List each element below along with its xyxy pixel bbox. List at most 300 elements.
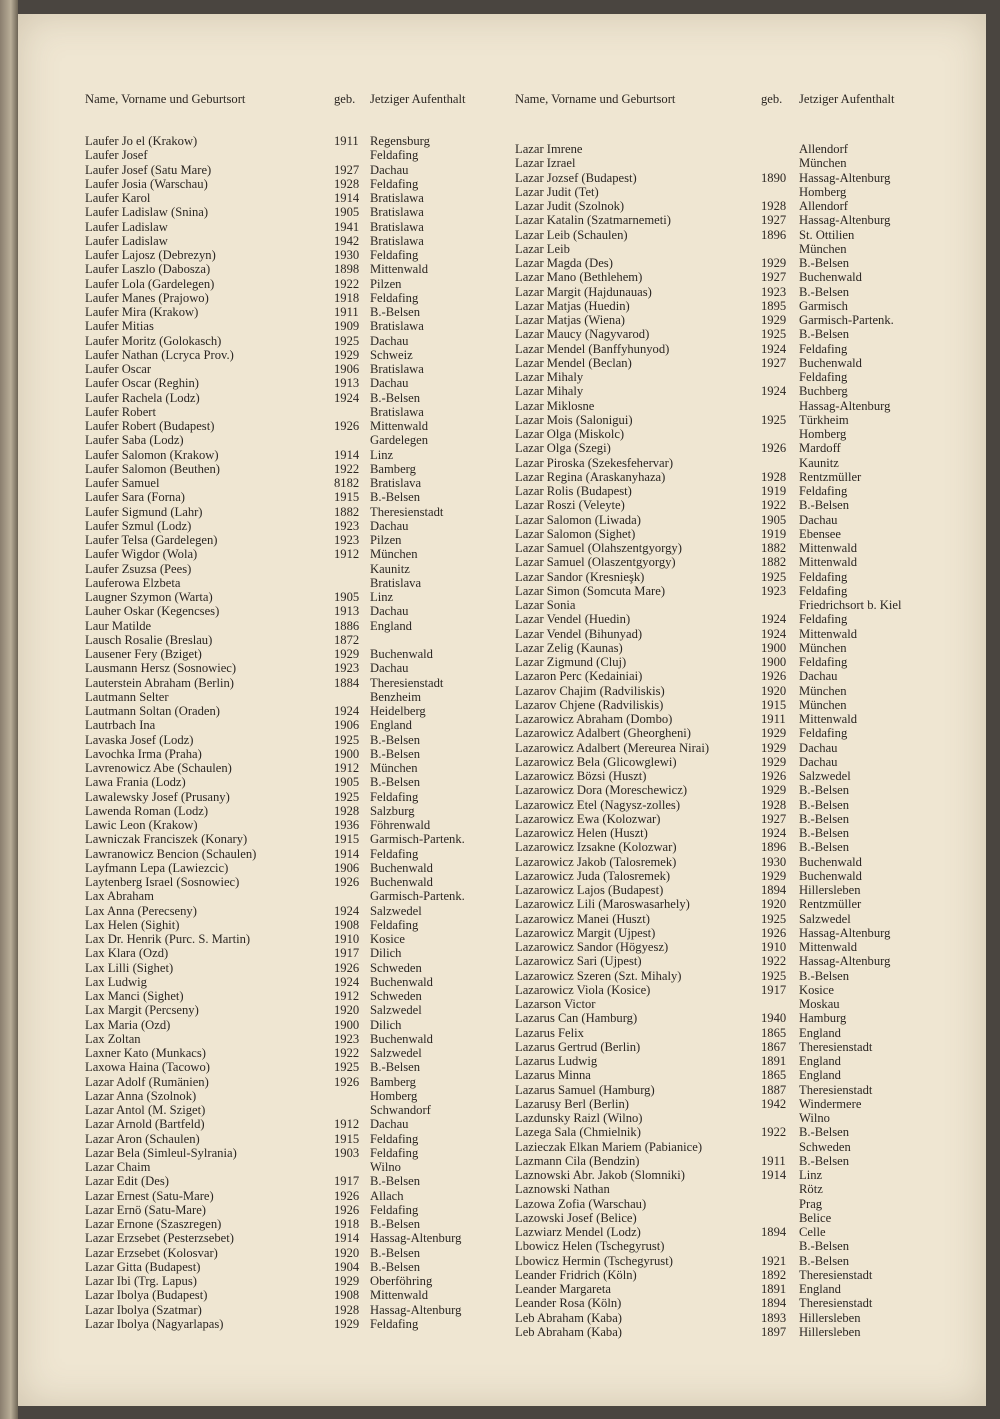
list-item [515, 1282, 955, 1296]
list-item [85, 1132, 515, 1146]
entry-birth-year: 1927 [761, 270, 787, 285]
entry-name: Laufer Oscar (Reghin) [85, 376, 199, 391]
entry-name: Lax Lilli (Sighet) [85, 960, 174, 975]
list-item [85, 305, 515, 319]
entry-name: Lazar Ibi (Trg. Lapus) [85, 1274, 197, 1288]
list-item [515, 712, 955, 726]
list-item [85, 761, 515, 775]
entry-current-residence: B.-Belsen [799, 826, 850, 840]
list-item [515, 798, 955, 812]
entry-birth-year: 1890 [761, 170, 787, 185]
list-item [515, 555, 955, 569]
list-item [85, 875, 515, 889]
entry-birth-year: 1929 [761, 868, 787, 883]
entry-birth-year: 1893 [761, 1310, 787, 1325]
entry-current-residence: Oberföhring [370, 1274, 433, 1288]
entry-current-residence: Dachau [370, 518, 409, 533]
entry-name: Lazarowicz Izsakne (Kolozwar) [515, 840, 677, 855]
entry-current-residence: Schweiz [370, 347, 413, 362]
entry-name: Lazar Rolis (Budapest) [515, 484, 632, 498]
entry-name: Lazar Miklosne [515, 398, 595, 413]
entry-name: Lazarowicz Abraham (Dombo) [515, 712, 673, 726]
list-item [515, 570, 955, 584]
entry-birth-year: 1925 [334, 732, 360, 747]
entry-name: Laufer Sara (Forna) [85, 490, 185, 505]
entry-name: Lazega Sala (Chmielnik) [515, 1125, 641, 1140]
entry-current-residence: München [370, 547, 418, 562]
entry-name: Lazowski Josef (Belice) [515, 1210, 637, 1225]
entry-birth-year: 1900 [761, 640, 787, 655]
entry-birth-year: 1936 [334, 818, 360, 832]
entry-name: Lazar Samuel (Olahszentgyorgy) [515, 541, 682, 555]
entry-name: Lbowicz Helen (Tschegyrust) [515, 1239, 665, 1254]
entry-current-residence: Feldafing [799, 484, 848, 498]
entry-birth-year: 1926 [761, 769, 787, 783]
entry-name: Lazar Zigmund (Cluj) [515, 655, 627, 669]
entry-name: Lazar Mendel (Beclan) [515, 355, 632, 370]
entry-birth-year: 1929 [334, 1274, 360, 1288]
entry-current-residence: Hassag-Altenburg [799, 170, 891, 185]
entry-birth-year: 1926 [334, 1188, 360, 1203]
entry-birth-year: 1923 [334, 661, 360, 676]
list-item [85, 547, 515, 561]
entry-current-residence: Garmisch-Partenk. [370, 889, 465, 904]
list-item [85, 1032, 515, 1046]
list-item [85, 975, 515, 989]
entry-current-residence: Heidelberg [370, 704, 426, 718]
entry-name: Laufer Sigmund (Lahr) [85, 504, 203, 519]
list-item [515, 1111, 955, 1125]
list-item [85, 476, 515, 490]
entry-name: Laufer Ladislaw [85, 219, 168, 234]
list-item [85, 334, 515, 348]
list-item [515, 855, 955, 869]
entry-current-residence: B.-Belsen [370, 1060, 421, 1075]
entry-birth-year: 1915 [334, 490, 360, 505]
entry-birth-year: 1906 [334, 362, 360, 376]
entry-name: Lbowicz Hermin (Tschegyrust) [515, 1253, 673, 1268]
entry-birth-year: 1914 [761, 1168, 787, 1182]
entry-current-residence: Bratislava [370, 575, 422, 590]
entry-current-residence: Theresienstadt [799, 1267, 873, 1282]
list-item [515, 413, 955, 427]
entry-current-residence: Feldafing [370, 148, 419, 163]
entry-birth-year: 1922 [761, 954, 787, 969]
entry-birth-year: 1915 [334, 832, 360, 847]
entry-birth-year: 1927 [761, 213, 787, 228]
entry-name: Lausener Fery (Bziget) [85, 647, 202, 661]
entry-name: Lazowa Zofia (Warschau) [515, 1196, 647, 1211]
entry-birth-year: 1882 [334, 504, 360, 519]
entry-current-residence: B.-Belsen [799, 968, 850, 983]
entry-birth-year: 1924 [334, 704, 360, 718]
list-item [85, 861, 515, 875]
list-item [515, 256, 955, 270]
entry-birth-year: 1927 [761, 355, 787, 370]
entry-birth-year: 1918 [334, 290, 360, 305]
entry-name: Lax Zoltan [85, 1031, 141, 1046]
list-item [515, 954, 955, 968]
entry-name: Laufer Manes (Prajowo) [85, 290, 209, 305]
list-item [85, 704, 515, 718]
list-item [515, 997, 955, 1011]
entry-name: Lazmann Cila (Bendzin) [515, 1153, 640, 1168]
entry-current-residence: Dachau [799, 754, 838, 769]
entry-current-residence: Allach [370, 1188, 404, 1203]
entry-current-residence: Mittenwald [799, 555, 858, 570]
entry-name: Lazarowicz Adalbert (Mereurea Nirai) [515, 740, 710, 755]
entry-current-residence: Buchenwald [370, 860, 433, 875]
entry-name: Lazar Ernone (Szaszregen) [85, 1217, 222, 1231]
list-item [85, 262, 515, 276]
entry-name: Lazarowicz Dora (Moreschewicz) [515, 783, 688, 798]
entry-birth-year: 1919 [761, 526, 787, 541]
entry-name: Lazar Jozsef (Budapest) [515, 170, 637, 185]
entry-name: Lazar Regina (Araskanyhaza) [515, 469, 666, 484]
entry-name: Layfmann Lepa (Lawiezcic) [85, 860, 229, 875]
entry-current-residence: Mittenwald [799, 712, 858, 726]
entry-name: Lazar Mihaly [515, 384, 584, 399]
entry-birth-year: 1941 [334, 219, 360, 234]
list-item [515, 1239, 955, 1253]
list-item [85, 177, 515, 191]
entry-birth-year: 1911 [334, 305, 359, 319]
list-item [515, 1083, 955, 1097]
list-item [515, 926, 955, 940]
entry-name: Leb Abraham (Kaba) [515, 1324, 622, 1339]
entry-birth-year: 1865 [761, 1025, 787, 1040]
entry-name: Lax Manci (Sighet) [85, 989, 184, 1003]
list-item [85, 1317, 515, 1331]
entry-birth-year: 1894 [761, 1225, 787, 1239]
entry-name: Laufer Szmul (Lodz) [85, 518, 192, 533]
entry-current-residence: Hillersleben [799, 1310, 861, 1325]
entry-current-residence: B.-Belsen [799, 284, 850, 299]
entry-name: Lawa Frania (Lodz) [85, 775, 186, 790]
entry-current-residence: B.-Belsen [799, 498, 850, 513]
list-item [85, 1146, 515, 1160]
list-item [85, 946, 515, 960]
entry-current-residence: Feldafing [799, 341, 848, 356]
entry-current-residence: Bratislawa [370, 404, 424, 419]
entry-name: Laufer Ladislaw [85, 233, 168, 248]
entry-current-residence: Schweden [799, 1139, 851, 1154]
entry-current-residence: Buchenwald [799, 270, 862, 285]
entry-name: Lazar Ibolya (Nagyarlapas) [85, 1316, 224, 1331]
entry-current-residence: Theresienstadt [370, 504, 444, 519]
entry-birth-year: 1923 [761, 583, 787, 598]
entry-current-residence: Dachau [370, 333, 409, 348]
entry-current-residence: B.-Belsen [799, 327, 850, 342]
entry-current-residence: Feldafing [799, 583, 848, 598]
entry-name: Laufer Robert [85, 404, 156, 419]
entry-name: Laufer Lajosz (Debrezyn) [85, 248, 216, 262]
entry-current-residence: B.-Belsen [799, 1153, 850, 1168]
entry-name: Lauferowa Elzbeta [85, 575, 181, 590]
entry-name: Lazar Vendel (Huedin) [515, 612, 631, 627]
entry-birth-year: 1891 [761, 1282, 787, 1296]
entry-name: Laufer Josef (Satu Mare) [85, 162, 212, 177]
entry-birth-year: 1908 [334, 917, 360, 932]
entry-birth-year: 1911 [761, 712, 786, 726]
entry-birth-year: 1915 [334, 1131, 360, 1146]
list-item [85, 590, 515, 604]
entry-birth-year: 1926 [334, 1074, 360, 1089]
entry-birth-year: 1867 [761, 1039, 787, 1054]
list-item [515, 299, 955, 313]
entry-current-residence: Bratislawa [370, 362, 424, 376]
entry-name: Lazar Piroska (Szekesfehervar) [515, 455, 674, 470]
entry-current-residence: Schweden [370, 989, 422, 1003]
entry-birth-year: 1911 [334, 134, 359, 148]
list-item [515, 912, 955, 926]
entry-name: Lazar Olga (Miskolc) [515, 427, 625, 441]
entry-name: Lazar Sandor (Kresnieşk) [515, 569, 645, 584]
entry-current-residence: Bratislawa [370, 319, 424, 334]
entry-birth-year: 1928 [761, 199, 787, 213]
list-item [85, 904, 515, 918]
entry-current-residence: Rötz [799, 1182, 823, 1197]
entry-birth-year: 1923 [334, 533, 360, 547]
entry-name: Lazar Salomon (Sighet) [515, 526, 636, 541]
list-item [85, 1217, 515, 1231]
entry-current-residence: Homberg [799, 427, 847, 441]
list-item [515, 1254, 955, 1268]
list-item [515, 199, 955, 213]
entry-birth-year: 1925 [761, 412, 787, 427]
entry-current-residence: München [799, 640, 847, 655]
entry-birth-year: 1910 [334, 932, 360, 946]
list-item [85, 847, 515, 861]
list-item [515, 840, 955, 854]
list-item [515, 641, 955, 655]
entry-name: Lax Margit (Percseny) [85, 1003, 199, 1018]
list-item [85, 376, 515, 390]
list-item [515, 484, 955, 498]
entry-current-residence: B.-Belsen [799, 783, 850, 798]
entry-name: Lazar Magda (Des) [515, 256, 613, 270]
entry-name: Lazarowicz Lajos (Budapest) [515, 883, 664, 897]
entry-current-residence: Buchenwald [370, 974, 433, 989]
entry-current-residence: Dachau [370, 376, 409, 391]
entry-name: Lazar Zelig (Kaunas) [515, 640, 623, 655]
entry-birth-year: 1928 [334, 176, 360, 191]
entry-birth-year: 1913 [334, 376, 360, 391]
entry-name: Lazarowicz Juda (Talosremek) [515, 868, 671, 883]
right-column-header [515, 90, 955, 134]
entry-current-residence: Feldafing [370, 1131, 419, 1146]
list-item [85, 433, 515, 447]
list-item [515, 228, 955, 242]
entry-birth-year: 1894 [761, 883, 787, 897]
entry-name: Lawenda Roman (Lodz) [85, 803, 209, 818]
list-item [515, 1040, 955, 1054]
list-item [85, 391, 515, 405]
list-item [85, 576, 515, 590]
entry-current-residence: B.-Belsen [799, 1239, 850, 1254]
entry-birth-year: 1900 [761, 655, 787, 669]
entry-name: Laufer Salomon (Krakow) [85, 447, 219, 462]
list-item [515, 1026, 955, 1040]
list-item [85, 690, 515, 704]
entry-birth-year: 1929 [334, 1316, 360, 1331]
entry-name: Lazarowicz Ewa (Kolozwar) [515, 811, 661, 826]
list-item [85, 419, 515, 433]
entry-birth-year: 1917 [334, 946, 360, 961]
entry-current-residence: B.-Belsen [370, 1217, 421, 1231]
entry-current-residence: Rentzmüller [799, 469, 862, 484]
entry-current-residence: Belice [799, 1210, 832, 1225]
entry-name: Lazar Ernö (Satu-Mare) [85, 1202, 206, 1217]
list-item [85, 889, 515, 903]
entry-current-residence: Bratislawa [370, 219, 424, 234]
list-item [515, 356, 955, 370]
entry-current-residence: Feldafing [370, 176, 419, 191]
entry-birth-year: 1925 [761, 911, 787, 926]
list-item [85, 1089, 515, 1103]
entry-name: Laxowa Haina (Tacowo) [85, 1060, 210, 1075]
list-item [85, 1203, 515, 1217]
list-item [85, 775, 515, 789]
entry-current-residence: Dachau [799, 669, 838, 684]
entry-name: Laufer Karol [85, 191, 151, 205]
entry-name: Lautmann Selter [85, 689, 169, 704]
entry-current-residence: Schwandorf [370, 1103, 431, 1117]
entry-birth-year: 1925 [334, 333, 360, 348]
list-item [515, 370, 955, 384]
entry-birth-year: 1924 [334, 903, 360, 918]
entry-birth-year: 1914 [334, 447, 360, 462]
entry-name: Lazarowicz Sari (Ujpest) [515, 954, 642, 969]
list-item [85, 462, 515, 476]
list-item [85, 448, 515, 462]
entry-birth-year: 1913 [334, 604, 360, 619]
entry-birth-year: 1912 [334, 761, 360, 775]
entry-name: Lazar Vendel (Bihunyad) [515, 626, 643, 641]
entry-current-residence: Pilzen [370, 276, 402, 291]
right-entry-list [515, 142, 955, 1339]
entry-birth-year: 1926 [761, 441, 787, 456]
entry-name: Lazaron Perc (Kedainiai) [515, 669, 643, 684]
entry-current-residence: Feldafing [799, 655, 848, 669]
entry-current-residence: B.-Belsen [370, 1245, 421, 1260]
list-item [85, 1246, 515, 1260]
entry-birth-year: 1925 [761, 569, 787, 584]
entry-current-residence: Linz [370, 447, 394, 462]
entry-current-residence: Hassag-Altenburg [799, 954, 891, 969]
list-item [85, 291, 515, 305]
entry-current-residence: England [799, 1282, 841, 1296]
entry-name: Lawalewsky Josef (Prusany) [85, 789, 230, 804]
list-item [515, 1168, 955, 1182]
entry-name: Lazar Chaim [85, 1160, 151, 1174]
list-item [85, 405, 515, 419]
entry-name: Lazar Olga (Szegi) [515, 441, 611, 456]
entry-current-residence: Kaunitz [370, 561, 410, 576]
list-item [515, 213, 955, 227]
list-item [515, 969, 955, 983]
entry-name: Lazarus Felix [515, 1025, 584, 1040]
entry-name: Laugner Szymon (Warta) [85, 590, 213, 604]
entry-name: Lazar Ernest (Satu-Mare) [85, 1188, 214, 1203]
list-item [85, 533, 515, 547]
entry-current-residence: Hillersleben [799, 883, 861, 897]
entry-birth-year: 1912 [334, 547, 360, 562]
entry-current-residence: Feldafing [370, 789, 419, 804]
entry-name: Lazar Katalin (Szatmarnemeti) [515, 213, 671, 228]
entry-current-residence: Bratislava [370, 476, 422, 490]
entry-current-residence: Friedrichsort b. Kiel [799, 598, 902, 612]
entry-name: Lazar Gitta (Budapest) [85, 1259, 201, 1274]
entry-name: Laufer Oscar [85, 362, 152, 376]
entry-current-residence: Hassag-Altenburg [370, 1231, 462, 1246]
list-item [85, 989, 515, 1003]
entry-name: Lavrenowicz Abe (Schaulen) [85, 761, 232, 775]
entry-birth-year: 1922 [334, 1046, 360, 1060]
entry-birth-year: 1900 [334, 1017, 360, 1032]
entry-name: Lazar Arnold (Bartfeld) [85, 1117, 205, 1132]
list-item [515, 783, 955, 797]
entry-name: Lazar Mendel (Banffyhunyod) [515, 341, 670, 356]
entry-name: Laufer Mira (Krakow) [85, 305, 199, 319]
entry-current-residence: Feldafing [370, 1145, 419, 1160]
entry-birth-year: 1905 [334, 775, 360, 790]
entry-name: Lax Klara (Ozd) [85, 946, 169, 961]
entry-name: Laufer Wigdor (Wola) [85, 547, 198, 562]
list-item [85, 661, 515, 675]
list-item [515, 342, 955, 356]
list-item [515, 171, 955, 185]
list-item [85, 932, 515, 946]
list-item [515, 741, 955, 755]
entry-name: Lazar Leib [515, 241, 570, 256]
entry-birth-year: 1895 [761, 298, 787, 313]
header-year: geb. [334, 92, 356, 106]
entry-birth-year: 1924 [761, 384, 787, 399]
list-item [515, 1125, 955, 1139]
entry-name: Laufer Josia (Warschau) [85, 176, 208, 191]
entry-birth-year: 1909 [334, 319, 360, 334]
entry-birth-year: 1928 [761, 469, 787, 484]
entry-name: Lazar Matjas (Huedin) [515, 298, 630, 313]
entry-current-residence: Dachau [370, 1117, 409, 1132]
entry-birth-year: 1925 [334, 789, 360, 804]
list-item [515, 1054, 955, 1068]
entry-birth-year: 1925 [761, 327, 787, 342]
entry-name: Lax Ludwig [85, 974, 147, 989]
entry-birth-year: 1920 [334, 1245, 360, 1260]
entry-current-residence: B.-Belsen [370, 746, 421, 761]
entry-current-residence: Schweden [370, 960, 422, 975]
entry-current-residence: Feldafing [370, 290, 419, 305]
list-item [515, 541, 955, 555]
list-item [85, 790, 515, 804]
list-item [515, 1140, 955, 1154]
entry-name: Lautmann Soltan (Oraden) [85, 704, 220, 718]
entry-birth-year: 1914 [334, 1231, 360, 1246]
entry-name: Lazar Erzsebet (Kolosvar) [85, 1245, 218, 1260]
list-item [85, 163, 515, 177]
entry-current-residence: Dilich [370, 1017, 402, 1032]
entry-current-residence: Hassag-Altenburg [799, 213, 891, 228]
entry-name: Laznowski Nathan [515, 1182, 610, 1197]
entry-current-residence: Mittenwald [370, 1288, 429, 1303]
entry-name: Laufer Mitias [85, 319, 154, 334]
entry-current-residence: Salzburg [370, 803, 415, 818]
entry-name: Laznowski Abr. Jakob (Slomniki) [515, 1168, 686, 1182]
list-item [515, 627, 955, 641]
entry-current-residence: Feldafing [370, 917, 419, 932]
